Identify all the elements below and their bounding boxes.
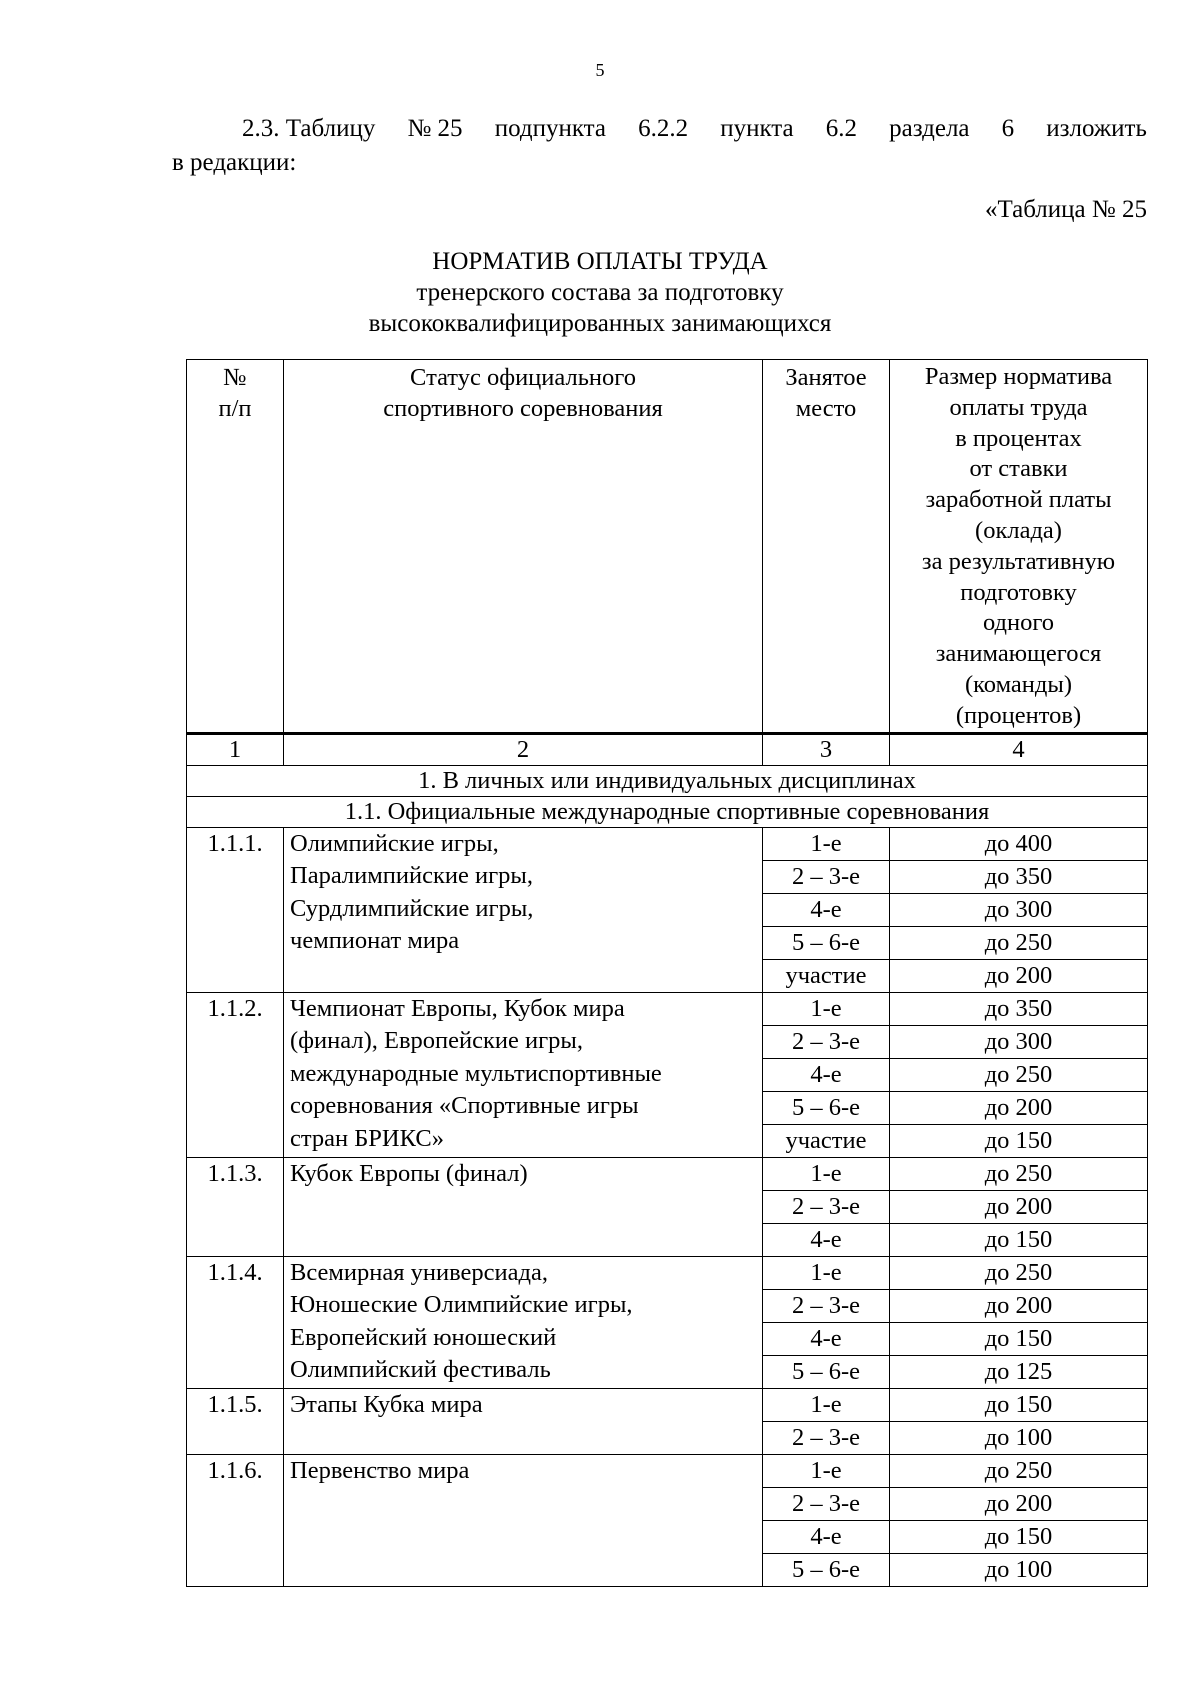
header-norm: Размер норматива оплаты труда в процентах от ставки заработной платы (оклада) за результативную подготовку одного занимающегося (команды) (процентов) (890, 360, 1148, 734)
place-cell: 2 – 3-е (763, 1190, 890, 1223)
norm-cell: до 350 (890, 992, 1148, 1025)
place-cell: 2 – 3-е (763, 1025, 890, 1058)
intro-word: 6.2 (825, 115, 857, 142)
header-place: Занятое место (763, 360, 890, 734)
place-cell: 5 – 6-е (763, 1091, 890, 1124)
place-cell: 1-е (763, 992, 890, 1025)
norm-cell: до 250 (890, 1058, 1148, 1091)
norm-cell: до 125 (890, 1355, 1148, 1388)
section-heading: 1. В личных или индивидуальных дисциплинах (187, 765, 1148, 796)
row-number: 1.1.5. (187, 1388, 284, 1454)
intro-word: раздела (889, 115, 970, 142)
intro-paragraph (172, 112, 1147, 180)
competition-status: Кубок Европы (финал) (284, 1157, 763, 1256)
norm-cell: до 400 (890, 827, 1148, 860)
intro-word: 6.2.2 (638, 115, 689, 142)
intro-word: изложить (1046, 115, 1147, 142)
norm-cell: до 200 (890, 1091, 1148, 1124)
row-number: 1.1.2. (187, 992, 284, 1157)
intro-word: № 25 (407, 115, 463, 142)
norm-table (186, 359, 1148, 1587)
norm-cell: до 150 (890, 1520, 1148, 1553)
place-cell: 4-е (763, 1058, 890, 1091)
norm-cell: до 200 (890, 1487, 1148, 1520)
norm-cell: до 150 (890, 1124, 1148, 1157)
column-number: 3 (763, 733, 890, 765)
norm-cell: до 250 (890, 1157, 1148, 1190)
row-number: 1.1.3. (187, 1157, 284, 1256)
row-number: 1.1.1. (187, 827, 284, 992)
table-row (187, 827, 1148, 860)
page-number: 5 (595, 60, 605, 80)
intro-word: 6 (1001, 115, 1015, 142)
column-number: 4 (890, 733, 1148, 765)
norm-cell: до 200 (890, 1289, 1148, 1322)
title-line-1: НОРМАТИВ ОПЛАТЫ ТРУДА (432, 248, 768, 275)
competition-status: Первенство мира (284, 1454, 763, 1586)
title-line-3: высококвалифицированных занимающихся (368, 310, 832, 337)
table-reference: «Таблица № 25 (984, 196, 1147, 223)
place-cell: 5 – 6-е (763, 926, 890, 959)
norm-cell: до 150 (890, 1322, 1148, 1355)
norm-cell: до 250 (890, 1256, 1148, 1289)
place-cell: 1-е (763, 827, 890, 860)
header-row (187, 360, 1148, 734)
norm-cell: до 200 (890, 959, 1148, 992)
intro-word: 2.3. Таблицу (242, 115, 376, 142)
section-row (187, 765, 1148, 796)
header-number: № п/п (187, 360, 284, 734)
title-line-2: тренерского состава за подготовку (416, 279, 784, 306)
norm-cell: до 300 (890, 893, 1148, 926)
subsection-heading: 1.1. Официальные международные спортивные соревнования (187, 796, 1148, 827)
norm-cell: до 350 (890, 860, 1148, 893)
norm-cell: до 300 (890, 1025, 1148, 1058)
table-row (187, 1157, 1148, 1190)
norm-cell: до 200 (890, 1190, 1148, 1223)
place-cell: 5 – 6-е (763, 1355, 890, 1388)
table-row (187, 992, 1148, 1025)
column-number: 1 (187, 733, 284, 765)
norm-cell: до 100 (890, 1421, 1148, 1454)
place-cell: 1-е (763, 1157, 890, 1190)
norm-cell: до 150 (890, 1388, 1148, 1421)
competition-status: Всемирная универсиада, Юношеские Олимпийские игры, Европейский юношеский Олимпийский фестиваль (284, 1256, 763, 1388)
place-cell: 4-е (763, 1322, 890, 1355)
place-cell: 1-е (763, 1454, 890, 1487)
place-cell: 1-е (763, 1256, 890, 1289)
competition-status: Этапы Кубка мира (284, 1388, 763, 1454)
place-cell: 4-е (763, 1223, 890, 1256)
column-numbers-row (187, 733, 1148, 765)
place-cell: 4-е (763, 1520, 890, 1553)
norm-cell: до 150 (890, 1223, 1148, 1256)
place-cell: участие (763, 959, 890, 992)
intro-line-2: в редакции: (172, 149, 297, 176)
row-number: 1.1.4. (187, 1256, 284, 1388)
header-status: Статус официального спортивного соревнования (284, 360, 763, 734)
place-cell: 5 – 6-е (763, 1553, 890, 1586)
place-cell: 2 – 3-е (763, 1421, 890, 1454)
intro-word: подпункта (494, 115, 606, 142)
norm-cell: до 100 (890, 1553, 1148, 1586)
competition-status: Чемпионат Европы, Кубок мира (финал), Европейские игры, международные мультиспортивные соревнования «Спортивные игры стран БРИКС» (284, 992, 763, 1157)
norm-cell: до 250 (890, 926, 1148, 959)
place-cell: 4-е (763, 893, 890, 926)
place-cell: 2 – 3-е (763, 1487, 890, 1520)
place-cell: 2 – 3-е (763, 1289, 890, 1322)
place-cell: участие (763, 1124, 890, 1157)
intro-line-1 (172, 112, 1147, 146)
table-row (187, 1388, 1148, 1421)
place-cell: 2 – 3-е (763, 860, 890, 893)
competition-status: Олимпийские игры, Паралимпийские игры, Сурдлимпийские игры, чемпионат мира (284, 827, 763, 992)
table-row (187, 1256, 1148, 1289)
table-row (187, 1454, 1148, 1487)
table-title (0, 246, 1200, 339)
intro-word: пункта (720, 115, 794, 142)
subsection-row (187, 796, 1148, 827)
norm-cell: до 250 (890, 1454, 1148, 1487)
row-number: 1.1.6. (187, 1454, 284, 1586)
place-cell: 1-е (763, 1388, 890, 1421)
column-number: 2 (284, 733, 763, 765)
